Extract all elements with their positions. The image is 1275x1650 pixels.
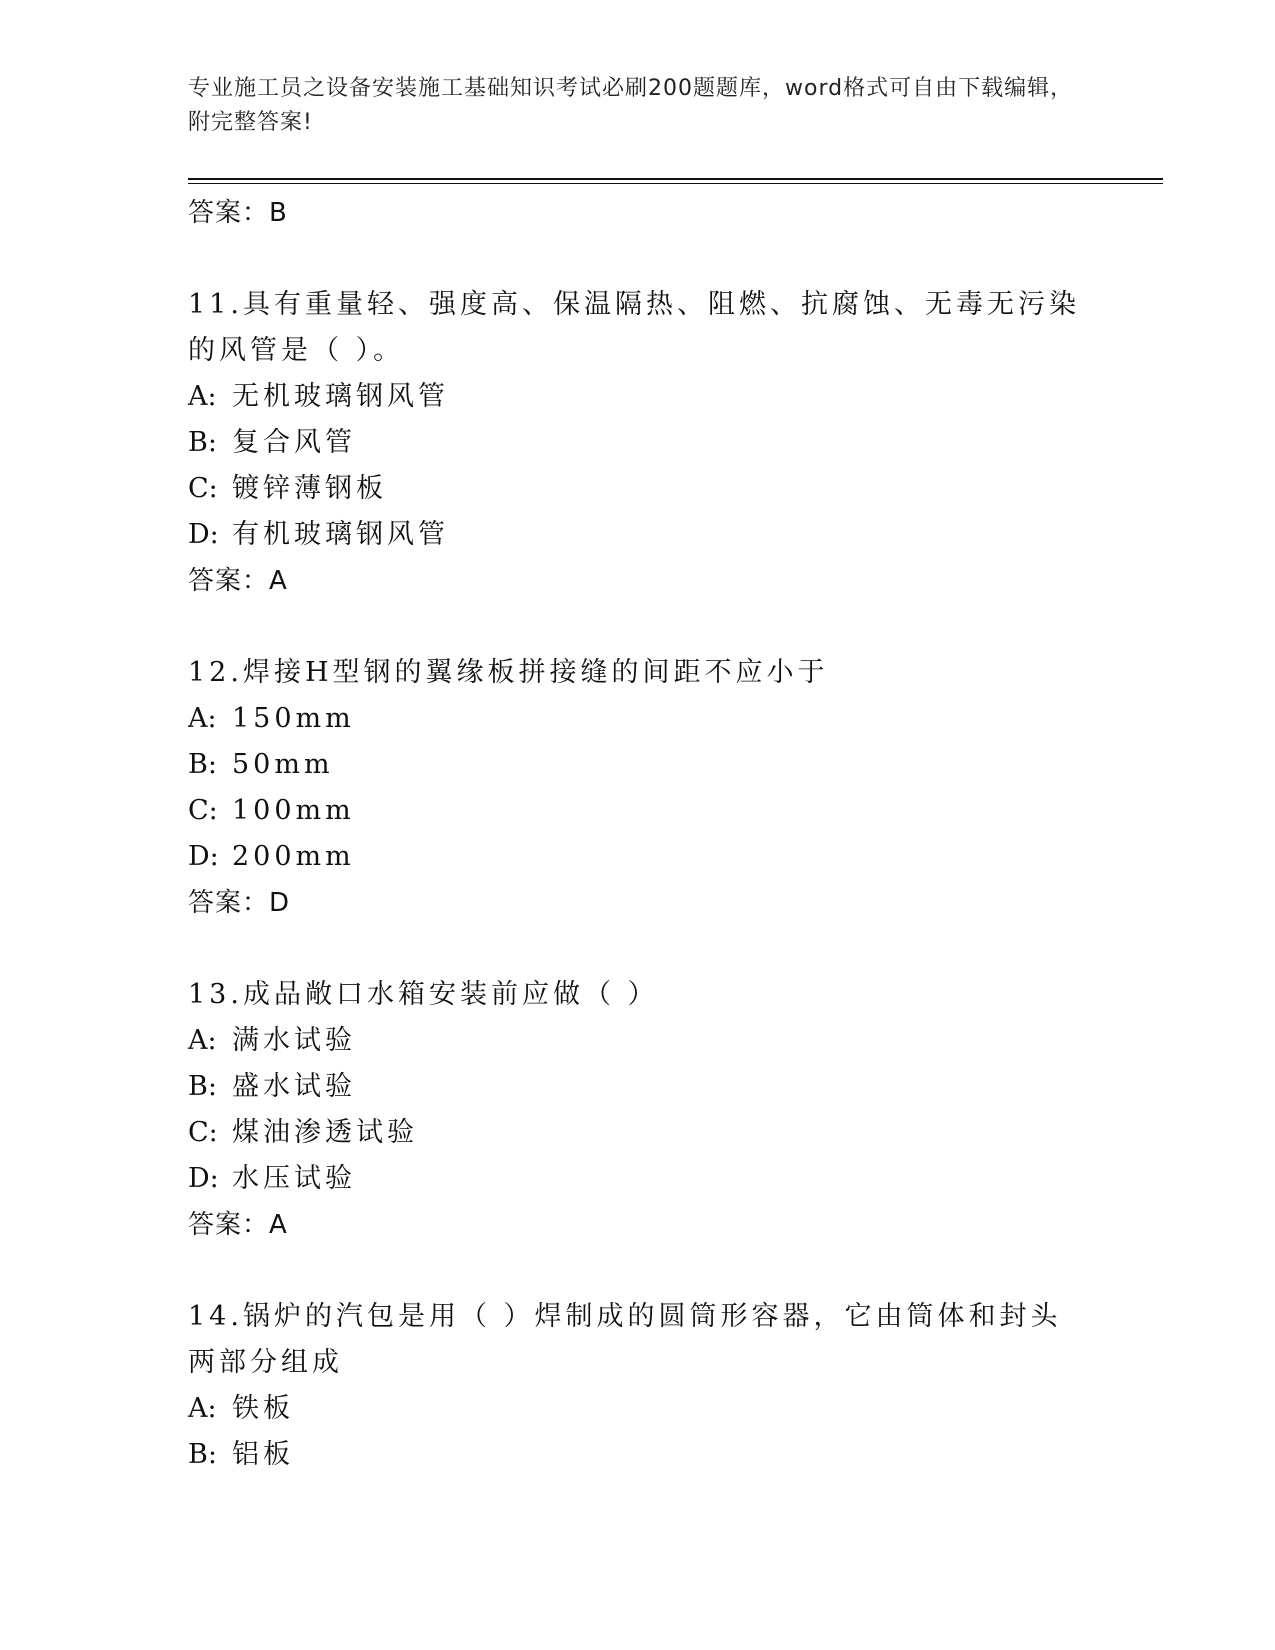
option-key: D: bbox=[188, 1163, 219, 1194]
option-key: A: bbox=[188, 381, 217, 412]
option-text: 水压试验 bbox=[232, 1163, 356, 1194]
option-text: 150mm bbox=[232, 703, 355, 734]
option-text: 复合风管 bbox=[232, 427, 356, 458]
document-header: 专业施工员之设备安装施工基础知识考试必刷200题题库，word格式可自由下载编辑，附完整答案! bbox=[188, 76, 1074, 135]
option-key: D: bbox=[188, 841, 219, 872]
option-text: 无机玻璃钢风管 bbox=[232, 381, 449, 412]
question-11 bbox=[188, 236, 1088, 604]
option-a bbox=[188, 1386, 1088, 1432]
header-divider-thick bbox=[188, 178, 1163, 180]
question-stem: 13.成品敞口水箱安装前应做（ ） bbox=[188, 979, 659, 1010]
option-key: C: bbox=[188, 1117, 218, 1148]
answer-line: 答案：D bbox=[188, 888, 291, 918]
option-text: 200mm bbox=[232, 841, 355, 872]
option-key: A: bbox=[188, 1025, 217, 1056]
question-stem: 11.具有重量轻、强度高、保温隔热、阻燃、抗腐蚀、无毒无污染的风管是（ ）。 bbox=[188, 289, 1080, 366]
option-a bbox=[188, 1018, 1088, 1064]
option-key: C: bbox=[188, 473, 218, 504]
option-key: B: bbox=[188, 749, 217, 780]
answer-line: 答案：A bbox=[188, 1210, 288, 1240]
option-text: 满水试验 bbox=[232, 1025, 356, 1056]
question-stem: 14.锅炉的汽包是用（ ）焊制成的圆筒形容器，它由筒体和封头两部分组成 bbox=[188, 1301, 1062, 1378]
option-d bbox=[188, 1156, 1088, 1202]
option-d bbox=[188, 834, 1088, 880]
question-13 bbox=[188, 926, 1088, 1248]
option-key: B: bbox=[188, 427, 217, 458]
header-divider-thin bbox=[188, 183, 1163, 184]
option-b bbox=[188, 1432, 1088, 1478]
option-key: A: bbox=[188, 1393, 217, 1424]
option-c bbox=[188, 788, 1088, 834]
option-text: 煤油渗透试验 bbox=[232, 1117, 418, 1148]
option-text: 50mm bbox=[232, 749, 334, 780]
option-d bbox=[188, 512, 1088, 558]
answer-line: 答案：B bbox=[188, 198, 288, 228]
question-stem: 12.焊接H型钢的翼缘板拼接缝的间距不应小于 bbox=[188, 657, 829, 688]
option-text: 镀锌薄钢板 bbox=[232, 473, 387, 504]
option-text: 铁板 bbox=[232, 1393, 294, 1424]
option-a bbox=[188, 374, 1088, 420]
option-c bbox=[188, 466, 1088, 512]
question-14 bbox=[188, 1248, 1088, 1478]
option-c bbox=[188, 1110, 1088, 1156]
option-b bbox=[188, 742, 1088, 788]
option-key: B: bbox=[188, 1071, 217, 1102]
option-key: A: bbox=[188, 703, 217, 734]
option-b bbox=[188, 420, 1088, 466]
option-text: 铝板 bbox=[232, 1439, 294, 1470]
question-list bbox=[188, 190, 1088, 1478]
question-12 bbox=[188, 604, 1088, 926]
option-a bbox=[188, 696, 1088, 742]
option-key: C: bbox=[188, 795, 218, 826]
option-key: B: bbox=[188, 1439, 217, 1470]
option-key: D: bbox=[188, 519, 219, 550]
option-text: 100mm bbox=[232, 795, 355, 826]
option-text: 盛水试验 bbox=[232, 1071, 356, 1102]
option-text: 有机玻璃钢风管 bbox=[232, 519, 449, 550]
option-b bbox=[188, 1064, 1088, 1110]
answer-line: 答案：A bbox=[188, 566, 288, 596]
